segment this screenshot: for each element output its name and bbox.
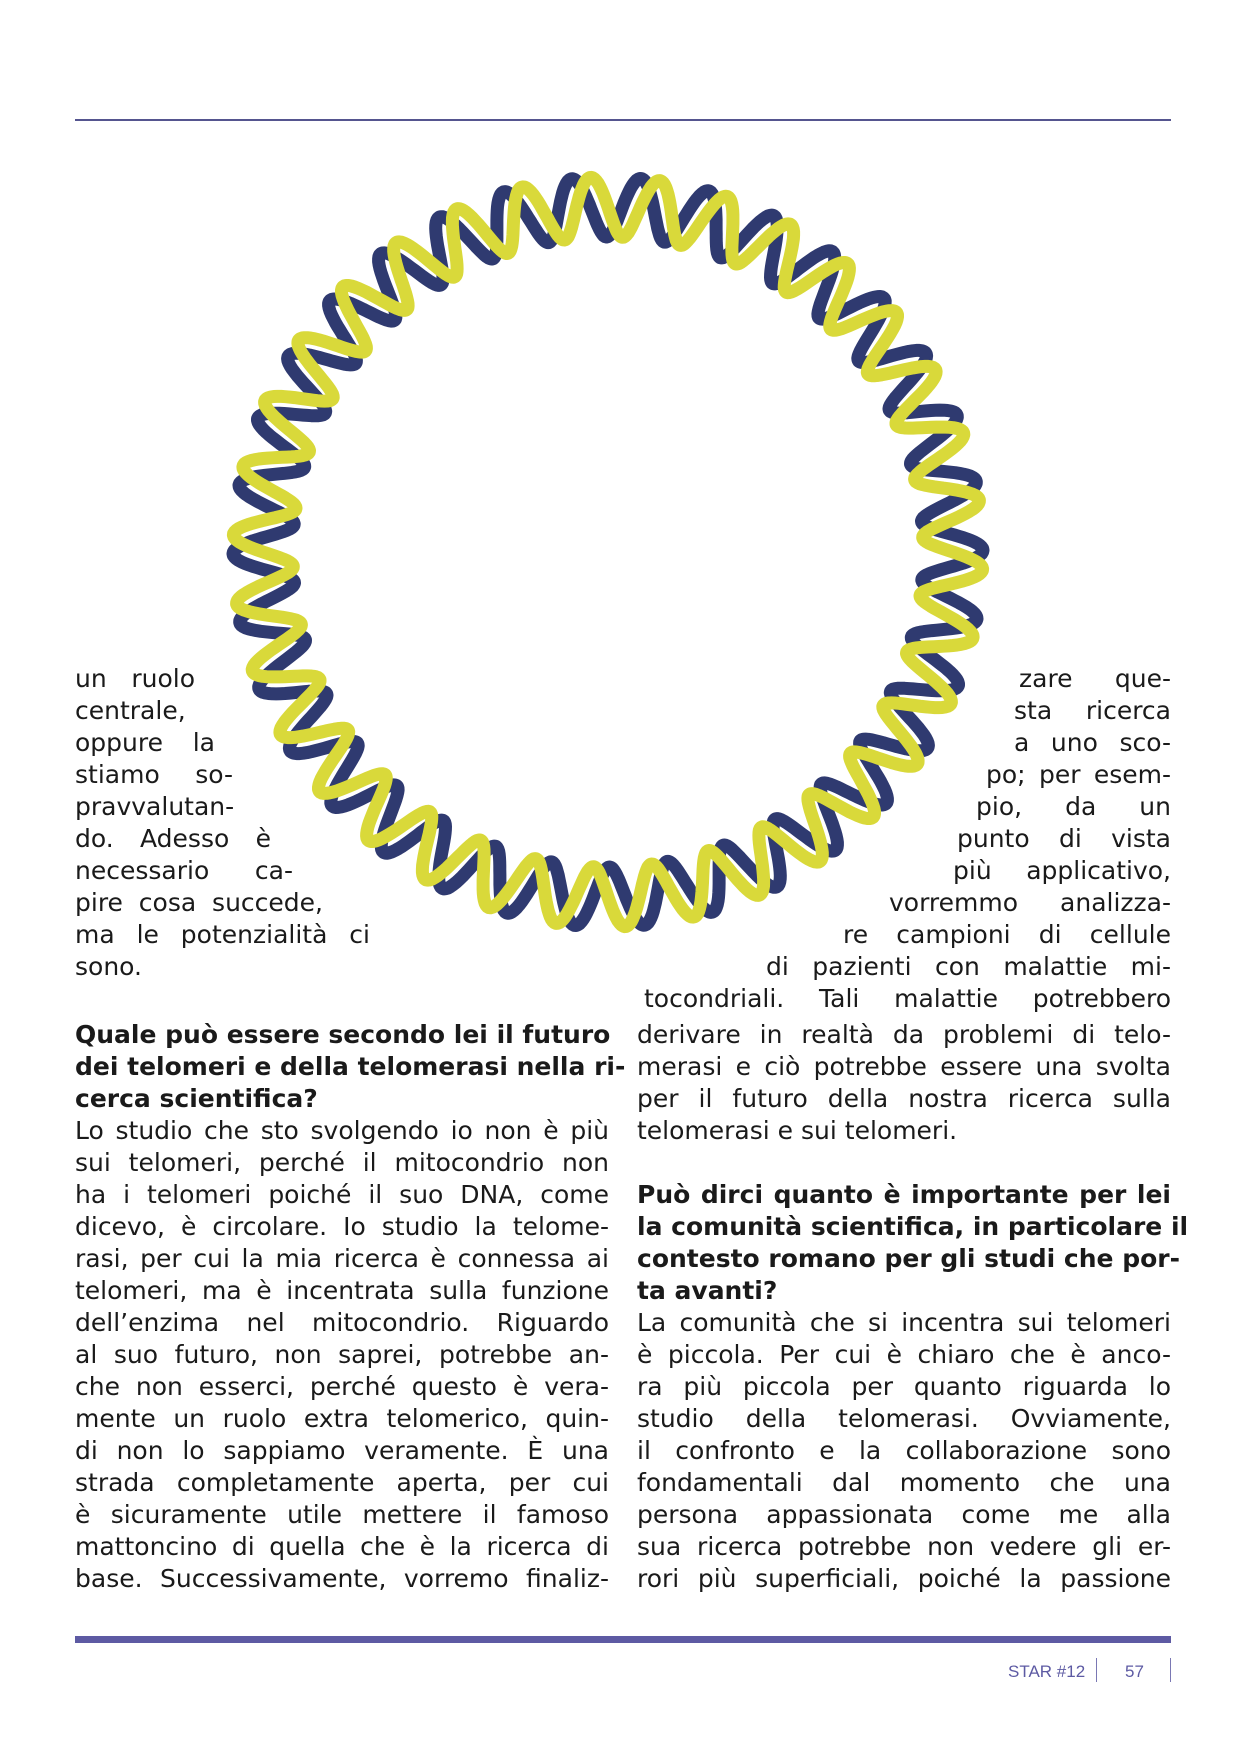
text-line: sua ricerca potrebbe non vedere gli er- (637, 1532, 1171, 1561)
magazine-issue: STAR #12 (1008, 1662, 1086, 1681)
text-line: un ruolo (75, 664, 195, 693)
text-line: zare que- (1019, 664, 1171, 693)
text-line: il confronto e la collaborazione sono (637, 1436, 1171, 1465)
text-line: telomeri, ma è incentrata sulla funzione (75, 1276, 609, 1305)
text-line: ra più piccola per quanto riguarda lo (637, 1372, 1171, 1401)
text-line: fondamentali dal momento che una (637, 1468, 1171, 1497)
text-line: Quale può essere secondo lei il futuro (75, 1020, 611, 1049)
text-line: pire cosa succede, (75, 888, 323, 917)
text-line: sui telomeri, perché il mitocondrio non (75, 1148, 609, 1177)
text-line: persona appassionata come me alla (637, 1500, 1171, 1529)
text-line: centrale, (75, 696, 186, 725)
text-line: studio della telomerasi. Ovviamente, (637, 1404, 1171, 1433)
text-line: base. Successivamente, vorremo finaliz- (75, 1564, 609, 1593)
bottom-rule (75, 1636, 1171, 1643)
text-line: ha i telomeri poiché il suo DNA, come (75, 1180, 609, 1209)
left-wrap-text (75, 663, 370, 983)
page-number: 57 (1125, 1662, 1144, 1681)
text-line: vorremmo analizza- (889, 888, 1171, 917)
text-line: telomerasi e sui telomeri. (637, 1116, 958, 1145)
text-line: ma le potenzialità ci (75, 920, 370, 949)
text-line: sono. (75, 952, 142, 981)
text-line: necessario ca- (75, 856, 293, 885)
question-2 (637, 1179, 1189, 1307)
text-line: mattoncino di quella che è la ricerca di (75, 1532, 609, 1561)
text-line: stiamo so- (75, 760, 233, 789)
text-line: dicevo, è circolare. Io studio la telome- (75, 1212, 609, 1241)
text-line: do. Adesso è (75, 824, 271, 853)
text-line: per il futuro della nostra ricerca sulla (637, 1084, 1171, 1113)
text-line: La comunità che si incentra sui telomeri (637, 1308, 1171, 1337)
text-line: strada completamente aperta, per cui (75, 1468, 609, 1497)
text-line: che non esserci, perché questo è vera- (75, 1372, 609, 1401)
text-line: contesto romano per gli studi che por- (637, 1244, 1180, 1273)
text-line: ta avanti? (637, 1276, 778, 1305)
text-line: po; per esem- (986, 760, 1171, 789)
text-line: la comunità scientifica, in particolare il (637, 1212, 1189, 1241)
text-line: più applicativo, (953, 856, 1171, 885)
text-line: dei telomeri e della telomerasi nella ri- (75, 1052, 626, 1081)
text-line: di pazienti con malattie mi- (766, 952, 1171, 981)
text-line: Può dirci quanto è importante per lei (637, 1180, 1171, 1209)
answer-1 (75, 1115, 609, 1595)
text-line: tocondriali. Tali malattie potrebbero (644, 984, 1171, 1013)
text-line: pio, da un (976, 792, 1171, 821)
text-line: merasi e ciò potrebbe essere una svolta (637, 1052, 1171, 1081)
question-1 (75, 1019, 626, 1115)
text-line: di non lo sappiamo veramente. È una (75, 1436, 609, 1465)
text-line: Lo studio che sto svolgendo io non è più (75, 1116, 609, 1145)
footer-separator (1096, 1658, 1097, 1682)
answer-2 (637, 1307, 1171, 1595)
text-line: re campioni di cellule (843, 920, 1171, 949)
text-line: è sicuramente utile mettere il famoso (75, 1500, 609, 1529)
right-wrap-text (631, 663, 1171, 1015)
text-line: oppure la (75, 728, 215, 757)
text-line: punto di vista (957, 824, 1171, 853)
text-line: cerca scientifica? (75, 1084, 318, 1113)
text-line: sta ricerca (1014, 696, 1171, 725)
text-line: pravvalutan- (75, 792, 235, 821)
text-line: dell’enzima nel mitocondrio. Riguardo (75, 1308, 609, 1337)
text-line: al suo futuro, non saprei, potrebbe an- (75, 1340, 609, 1369)
text-line: rori più superficiali, poiché la passione (637, 1564, 1171, 1593)
right-continuation (637, 1019, 1171, 1147)
text-line: è piccola. Per cui è chiaro che è anco- (637, 1340, 1171, 1369)
text-line: rasi, per cui la mia ricerca è connessa ai (75, 1244, 609, 1273)
footer-separator (1170, 1658, 1171, 1682)
text-line: mente un ruolo extra telomerico, quin- (75, 1404, 609, 1433)
text-line: derivare in realtà da problemi di telo- (637, 1020, 1171, 1049)
text-line: a uno sco- (1014, 728, 1171, 757)
